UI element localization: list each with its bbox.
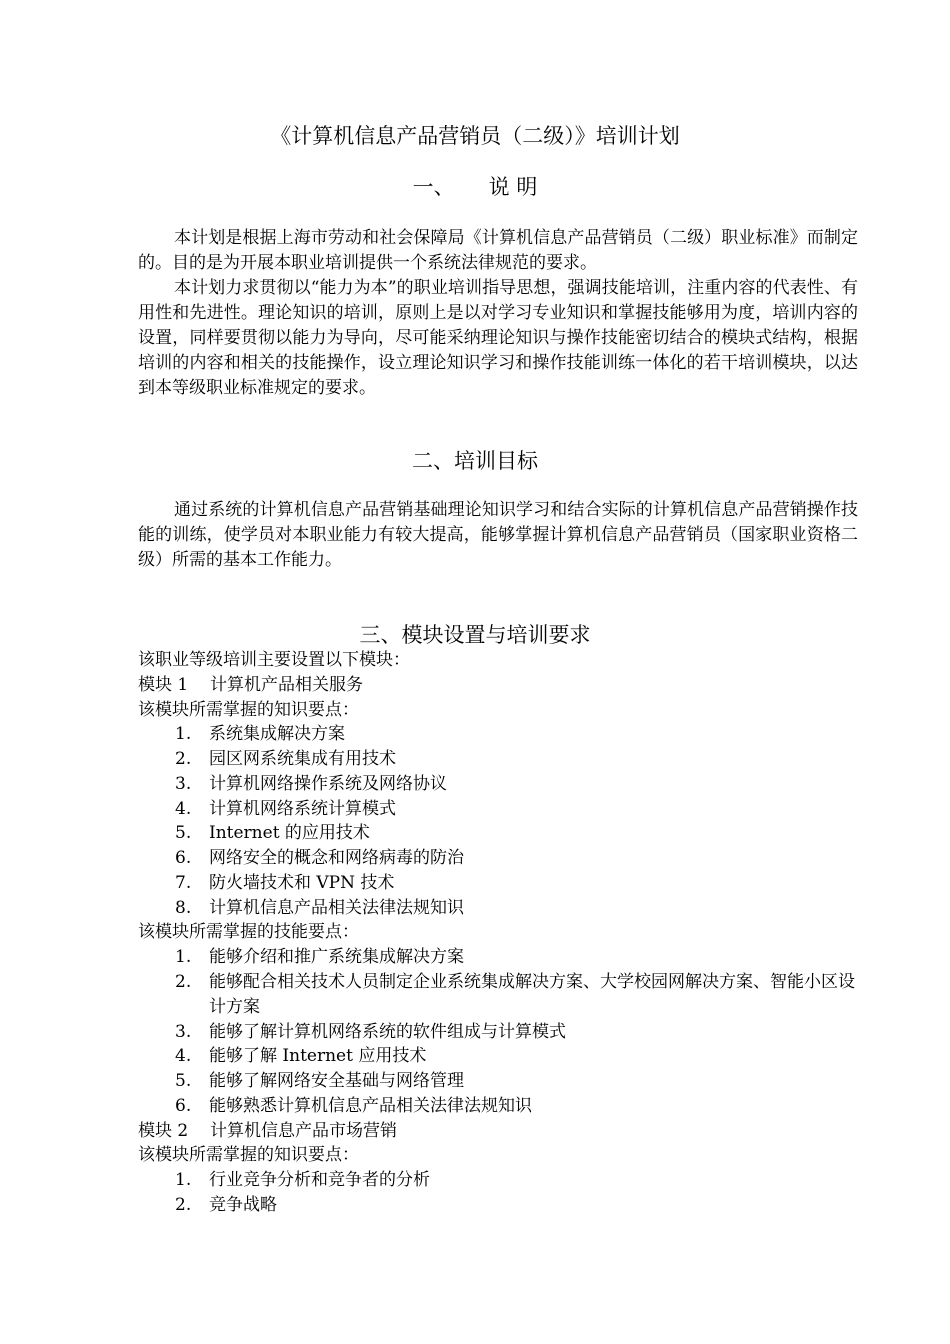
list-item [138, 772, 858, 797]
list-item-number: 1. [175, 1170, 192, 1190]
list-item-number: 2. [175, 1195, 192, 1215]
module-1-title [138, 673, 363, 698]
list-item [138, 846, 858, 871]
module-1-name: 计算机产品相关服务 [210, 675, 363, 695]
list-item-text: 能够配合相关技术人员制定企业系统集成解决方案、大学校园网解决方案、智能小区设计方案 [209, 972, 855, 1017]
list-item-text: 能够了解网络安全基础与网络管理 [209, 1071, 464, 1091]
list-item-number: 3. [175, 774, 192, 794]
list-item [138, 945, 858, 970]
list-item-text: 能够熟悉计算机信息产品相关法律法规知识 [209, 1096, 532, 1116]
list-item-number: 2. [175, 749, 192, 769]
section-1-paragraph-1: 本计划是根据上海市劳动和社会保障局《计算机信息产品营销员（二级）职业标准》而制定的。目的是为开展本职业培训提供一个系统法律规范的要求。 [138, 228, 858, 273]
list-item-number: 4. [175, 1046, 192, 1066]
list-item [138, 1094, 858, 1119]
list-item-number: 6. [175, 848, 192, 868]
list-item [138, 1193, 858, 1218]
list-item-text: 计算机网络系统计算模式 [209, 799, 396, 819]
list-item-text: 能够了解 Internet 应用技术 [209, 1046, 427, 1066]
list-item [138, 896, 858, 921]
list-item-number: 1. [175, 724, 192, 744]
list-item-text: 计算机网络操作系统及网络协议 [209, 774, 447, 794]
section-3-heading: 三、模块设置与培训要求 [359, 623, 591, 647]
list-item-text: 行业竞争分析和竞争者的分析 [209, 1170, 430, 1190]
module-2-knowledge-label: 该模块所需掌握的知识要点： [138, 1145, 359, 1165]
module-1-skills-label: 该模块所需掌握的技能要点： [138, 922, 359, 942]
list-item-number: 5. [175, 1071, 192, 1091]
section-2-heading: 二、培训目标 [412, 449, 538, 473]
module-1-code: 模块 1 [138, 675, 189, 695]
list-item-text: 能够介绍和推广系统集成解决方案 [209, 947, 464, 967]
list-item [138, 871, 858, 896]
list-item [138, 1020, 858, 1045]
document-title: 《计算机信息产品营销员（二级）》培训计划 [270, 124, 680, 148]
module-2-name: 计算机信息产品市场营销 [210, 1121, 397, 1141]
list-item-text: 竞争战略 [209, 1195, 277, 1215]
list-item-text: Internet 的应用技术 [209, 823, 370, 843]
section-3-intro: 该职业等级培训主要设置以下模块： [138, 650, 410, 670]
list-item [138, 747, 858, 772]
list-item-text: 防火墙技术和 VPN 技术 [209, 873, 395, 893]
list-item-number: 8. [175, 898, 192, 918]
section-1-paragraph-2: 本计划力求贯彻以“能力为本”的职业培训指导思想，强调技能培训，注重内容的代表性、有用性和先进性。理论知识的培训，原则上是以对学习专业知识和掌握技能够用为度，培训内容的设置，同样要贯彻以能力为导向，尽可能采纳理论知识与操作技能密切结合的模块式结构，根据培训的内容和相关的技能操作，设立理论知识学习和操作技能训练一体化的若干培训模块，以达到本等级职业标准规定的要求。 [138, 278, 858, 398]
list-item-text: 计算机信息产品相关法律法规知识 [209, 898, 464, 918]
module-1-knowledge-label: 该模块所需掌握的知识要点： [138, 700, 359, 720]
section-1-title: 说 明 [488, 175, 538, 199]
list-item-number: 5. [175, 823, 192, 843]
list-item-text: 系统集成解决方案 [209, 724, 345, 744]
list-item-text: 能够了解计算机网络系统的软件组成与计算模式 [209, 1022, 566, 1042]
section-1-heading [0, 173, 950, 201]
list-item-text: 园区网系统集成有用技术 [209, 749, 396, 769]
list-item [138, 970, 858, 1020]
list-item [138, 722, 858, 747]
section-1-number: 一、 [412, 175, 455, 199]
list-item [138, 1069, 858, 1094]
list-item-number: 6. [175, 1096, 192, 1116]
list-item-number: 4. [175, 799, 192, 819]
list-item [138, 821, 858, 846]
section-2-paragraph: 通过系统的计算机信息产品营销基础理论知识学习和结合实际的计算机信息产品营销操作技能的训练，使学员对本职业能力有较大提高，能够掌握计算机信息产品营销员（国家职业资格二级）所需的基本工作能力。 [138, 500, 858, 570]
module-2-title [138, 1119, 397, 1144]
list-item [138, 1044, 858, 1069]
list-item-number: 7. [175, 873, 192, 893]
list-item-number: 1. [175, 947, 192, 967]
list-item-number: 2. [175, 972, 192, 992]
list-item [138, 797, 858, 822]
module-2-code: 模块 2 [138, 1121, 189, 1141]
list-item [138, 1168, 858, 1193]
list-item-text: 网络安全的概念和网络病毒的防治 [209, 848, 464, 868]
list-item-number: 3. [175, 1022, 192, 1042]
